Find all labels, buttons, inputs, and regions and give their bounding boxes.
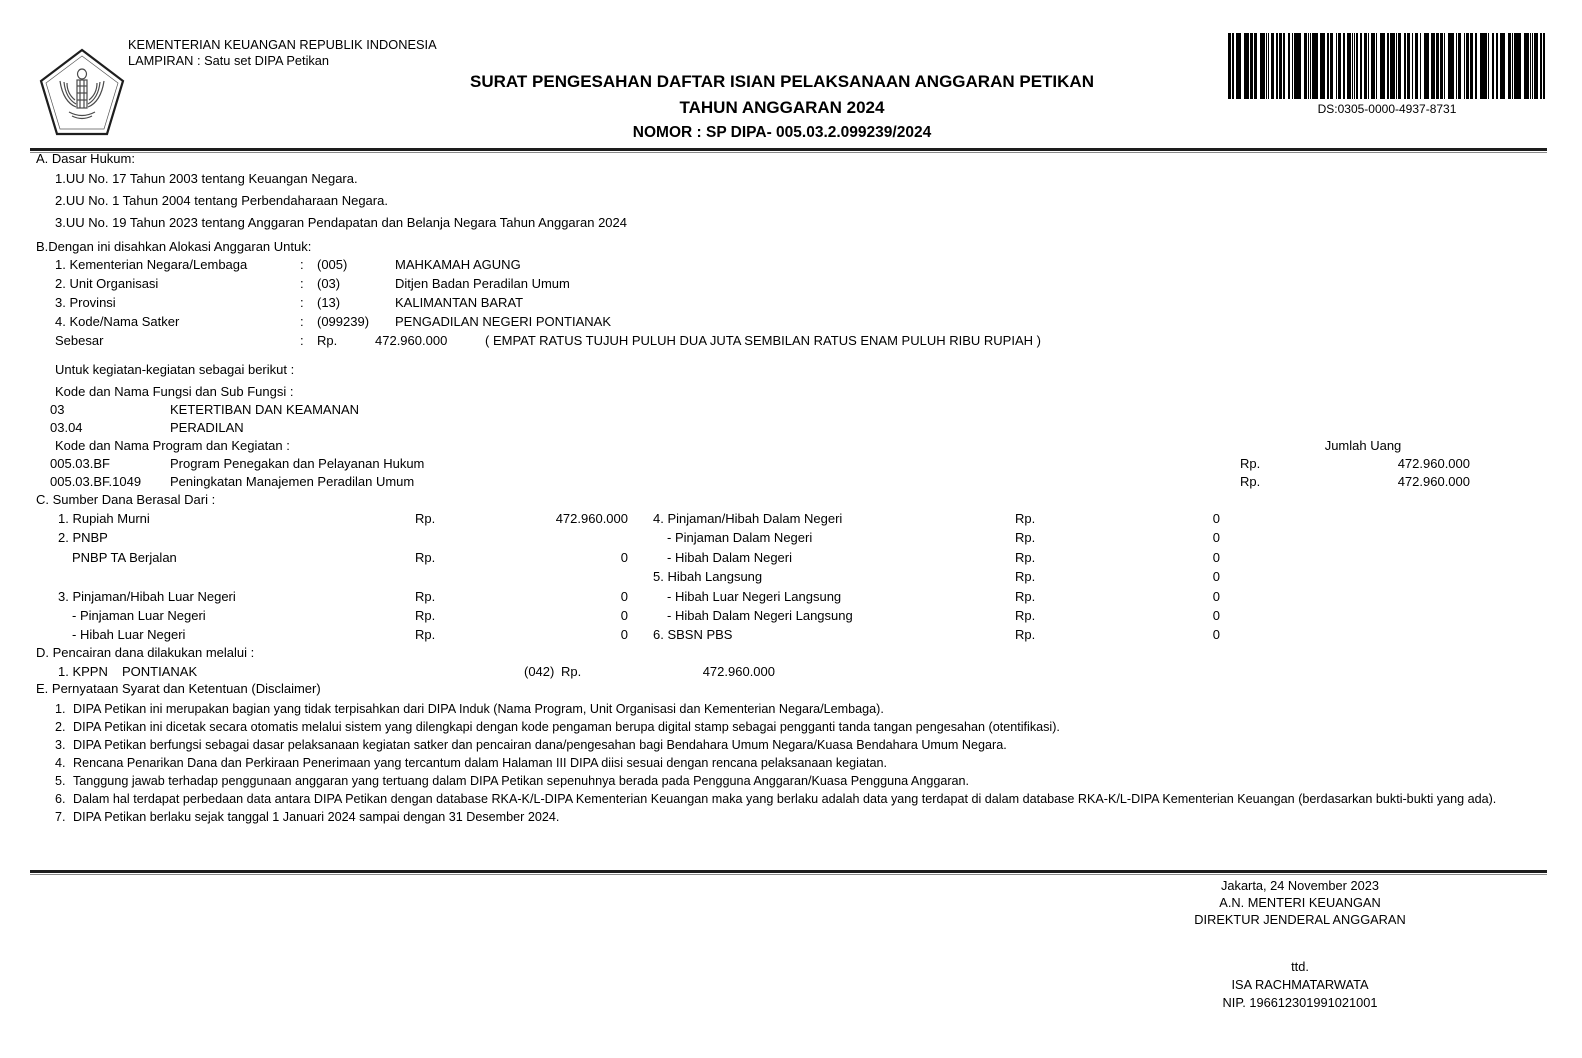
disclaimer-item [55,702,884,716]
currency-label: Rp. [415,511,436,526]
currency-label: Rp. [1240,456,1261,471]
disclaimer-number: 3. [55,738,66,752]
disclaimer-text: Tanggung jawab terhadap penggunaan anggaran yang tertuang dalam DIPA Petikan sepenuhnya berada pada Pengguna Anggaran/Kuasa Pengguna Anggaran. [73,774,970,788]
funding-label: - Hibah Luar Negeri [72,627,186,642]
funding-amount: 0 [620,550,628,565]
disclaimer-number: 6. [55,792,66,806]
funding-amount: 472.960.000 [555,511,628,526]
allocation-label: 3. Provinsi [55,295,116,310]
fungsi-name: PERADILAN [170,420,244,435]
fungsi-name: KETERTIBAN DAN KEAMANAN [170,402,360,417]
allocation-row [55,258,521,273]
legal-basis-item: 1.UU No. 17 Tahun 2003 tentang Keuangan Negara. [55,171,358,186]
program-name: Peningkatan Manajemen Peradilan Umum [170,474,415,489]
funding-amount: 0 [1212,589,1220,604]
currency-label: Rp. [317,333,338,348]
program-code: 005.03.BF.1049 [50,474,142,489]
disclaimer-item [55,810,559,824]
amount-in-words: ( EMPAT RATUS TUJUH PULUH DUA JUTA SEMBILAN RATUS ENAM PULUH RIBU RUPIAH ) [485,333,1041,348]
legal-basis-item: 3.UU No. 19 Tahun 2023 tentang Anggaran Pendapatan dan Belanja Negara Tahun Anggaran 2024 [55,215,627,230]
currency-label: Rp. [1015,511,1036,526]
funding-source-row [653,512,1220,527]
allocation-row [55,277,570,292]
funding-source-row [58,551,628,566]
currency-label: Rp. [561,664,582,679]
funding-label: 6. SBSN PBS [653,627,733,642]
funding-amount: 0 [1212,608,1220,623]
funding-source-row [58,512,628,527]
disclaimer-item [55,738,1007,752]
allocation-row [55,315,611,330]
funding-amount: 0 [1212,550,1220,565]
kppn-label: 1. KPPN [58,664,108,679]
currency-label: Rp. [1015,530,1036,545]
funding-amount: 0 [1212,627,1220,642]
funding-label: 1. Rupiah Murni [58,511,150,526]
jumlah-uang-header: Jumlah Uang [1324,438,1402,453]
fungsi-code: 03.04 [50,420,83,435]
funding-label: 2. PNBP [58,530,108,545]
funding-source-row [58,531,628,546]
disclaimer-text: DIPA Petikan ini merupakan bagian yang tidak terpisahkan dari DIPA Induk (Nama Program, Unit Organisasi dan Kementerian Negara/Lembaga). [73,702,884,716]
fungsi-code: 03 [50,402,65,417]
untuk-kegiatan-note: Untuk kegiatan-kegiatan sebagai berikut : [55,362,295,377]
disclaimer-number: 2. [55,720,66,734]
fungsi-heading: Kode dan Nama Fungsi dan Sub Fungsi : [55,384,294,399]
ministry-name: KEMENTERIAN KEUANGAN REPUBLIK INDONESIA [128,37,437,52]
signature-on-behalf: A.N. MENTERI KEUANGAN [1219,895,1381,910]
currency-label: Rp. [1015,608,1036,623]
program-amount: 472.960.000 [1397,474,1470,489]
section-b-heading: B.Dengan ini disahkan Alokasi Anggaran Untuk: [36,239,312,254]
document-title-block [392,72,1172,142]
disclaimer-number: 4. [55,756,66,770]
fiscal-year-title: TAHUN ANGGARAN 2024 [679,97,885,117]
allocation-code: (13) [317,295,341,310]
disclaimer-item [55,792,1496,806]
funding-source-row [653,628,1220,643]
funding-source-row [58,628,628,643]
section-d-heading: D. Pencairan dana dilakukan melalui : [36,645,255,660]
disclaimer-item [55,774,969,788]
kppn-name: PONTIANAK [122,664,198,679]
funding-label: 3. Pinjaman/Hibah Luar Negeri [58,589,236,604]
signature-place-date: Jakarta, 24 November 2023 [1221,878,1379,893]
kppn-code: (042) [524,664,555,679]
allocation-value: MAHKAMAH AGUNG [395,257,521,272]
allocation-code: (005) [317,257,348,272]
program-amount: 472.960.000 [1397,456,1470,471]
signature-nip: NIP. 196612301991021001 [1222,995,1378,1010]
currency-label: Rp. [415,627,436,642]
signature-ttd: ttd. [1291,959,1309,974]
allocation-label: 2. Unit Organisasi [55,276,159,291]
currency-label: Rp. [1015,589,1036,604]
program-code: 005.03.BF [50,456,110,471]
disclaimer-number: 1. [55,702,66,716]
currency-label: Rp. [1240,474,1261,489]
disclaimer-number: 7. [55,810,66,824]
program-name: Program Penegakan dan Pelayanan Hukum [170,456,425,471]
currency-label: Rp. [415,608,436,623]
total-amount: 472.960.000 [375,333,448,348]
funding-source-row [653,590,1220,605]
funding-amount: 0 [1212,530,1220,545]
funding-source-row [653,609,1220,624]
sebesar-label: Sebesar [55,333,104,348]
footer-divider [30,870,1547,875]
funding-label: - Hibah Luar Negeri Langsung [667,589,842,604]
disclaimer-item [55,756,887,770]
disclaimer-number: 5. [55,774,66,788]
colon: : [300,314,304,329]
currency-label [415,531,500,546]
allocation-row [55,296,523,311]
barcode [1228,33,1546,99]
colon: : [300,257,304,272]
header-divider [30,148,1547,153]
allocation-value: Ditjen Badan Peradilan Umum [395,276,570,291]
allocation-value: PENGADILAN NEGERI PONTIANAK [395,314,611,329]
disclaimer-text: DIPA Petikan ini dicetak secara otomatis melalui sistem yang dilengkapi dengan kode pengaman berupa digital stamp sebagai pengganti tanda tangan pengesahan (otentifikasi). [73,720,1060,734]
sebesar-row [55,334,1041,349]
currency-label: Rp. [1015,569,1036,584]
funding-label: 5. Hibah Langsung [653,569,763,584]
disclaimer-text: Dalam hal terdapat perbedaan data antara DIPA Petikan dengan database RKA-K/L-DIPA Kementerian Keuangan maka yang berlaku adalah data yang terdapat di dalam database RKA-K/L-DIPA Kementerian Keuangan (berdasarkan bukti-bukti yang ada). [73,792,1497,806]
disclaimer-text: DIPA Petikan berfungsi sebagai dasar pelaksanaan kegiatan satker dan pencairan dana/pengesahan bagi Bendahara Umum Negara/Kuasa Bendahara Umum Negara. [73,738,1007,752]
currency-label: Rp. [415,589,436,604]
lampiran-note: LAMPIRAN : Satu set DIPA Petikan [128,53,330,68]
funding-amount: 0 [620,627,628,642]
kppn-amount: 472.960.000 [702,664,775,679]
document-title: SURAT PENGESAHAN DAFTAR ISIAN PELAKSANAAN ANGGARAN PETIKAN [470,72,1094,91]
currency-label: Rp. [1015,627,1036,642]
funding-source-row [58,609,628,624]
kemenkeu-logo-icon [38,47,126,137]
allocation-code: (03) [317,276,341,291]
legal-basis-item: 2.UU No. 1 Tahun 2004 tentang Perbendaharaan Negara. [55,193,388,208]
funding-amount: 0 [620,608,628,623]
funding-amount: 0 [620,589,628,604]
funding-label: - Pinjaman Luar Negeri [72,608,206,623]
disclaimer-text: Rencana Penarikan Dana dan Perkiraan Penerimaan yang tercantum dalam Halaman III DIPA diisi sesuai dengan rencana pelaksanaan kegiatan. [73,756,887,770]
funding-source-row [58,590,628,605]
disclaimer-text: DIPA Petikan berlaku sejak tanggal 1 Januari 2024 sampai dengan 31 Desember 2024. [73,810,560,824]
allocation-value: KALIMANTAN BARAT [395,295,524,310]
document-number: NOMOR : SP DIPA- 005.03.2.099239/2024 [632,124,932,142]
colon: : [300,333,304,348]
funding-label: - Hibah Dalam Negeri [667,550,792,565]
program-heading: Kode dan Nama Program dan Kegiatan : [55,438,290,453]
funding-label: - Hibah Dalam Negeri Langsung [667,608,853,623]
funding-source-row [653,531,1220,546]
funding-amount: 0 [1212,569,1220,584]
funding-amount: 0 [1212,511,1220,526]
allocation-code: (099239) [317,314,370,329]
allocation-label: 1. Kementerian Negara/Lembaga [55,257,248,272]
colon: : [300,295,304,310]
colon: : [300,276,304,291]
funding-label: 4. Pinjaman/Hibah Dalam Negeri [653,511,843,526]
section-c-heading: C. Sumber Dana Berasal Dari : [36,492,216,507]
currency-label: Rp. [415,550,436,565]
funding-label: - Pinjaman Dalam Negeri [667,530,813,545]
funding-source-row [653,570,1220,585]
funding-amount [500,531,628,546]
funding-source-row [653,551,1220,566]
funding-label: PNBP TA Berjalan [72,550,177,565]
section-e-heading: E. Pernyataan Syarat dan Ketentuan (Disclaimer) [36,681,321,696]
barcode-value: DS:0305-0000-4937-8731 [1317,102,1457,116]
section-a-heading: A. Dasar Hukum: [36,151,135,166]
signature-title: DIREKTUR JENDERAL ANGGARAN [1194,912,1406,927]
allocation-label: 4. Kode/Nama Satker [55,314,180,329]
disclaimer-item [55,720,1060,734]
currency-label: Rp. [1015,550,1036,565]
signature-name: ISA RACHMATARWATA [1231,977,1369,992]
